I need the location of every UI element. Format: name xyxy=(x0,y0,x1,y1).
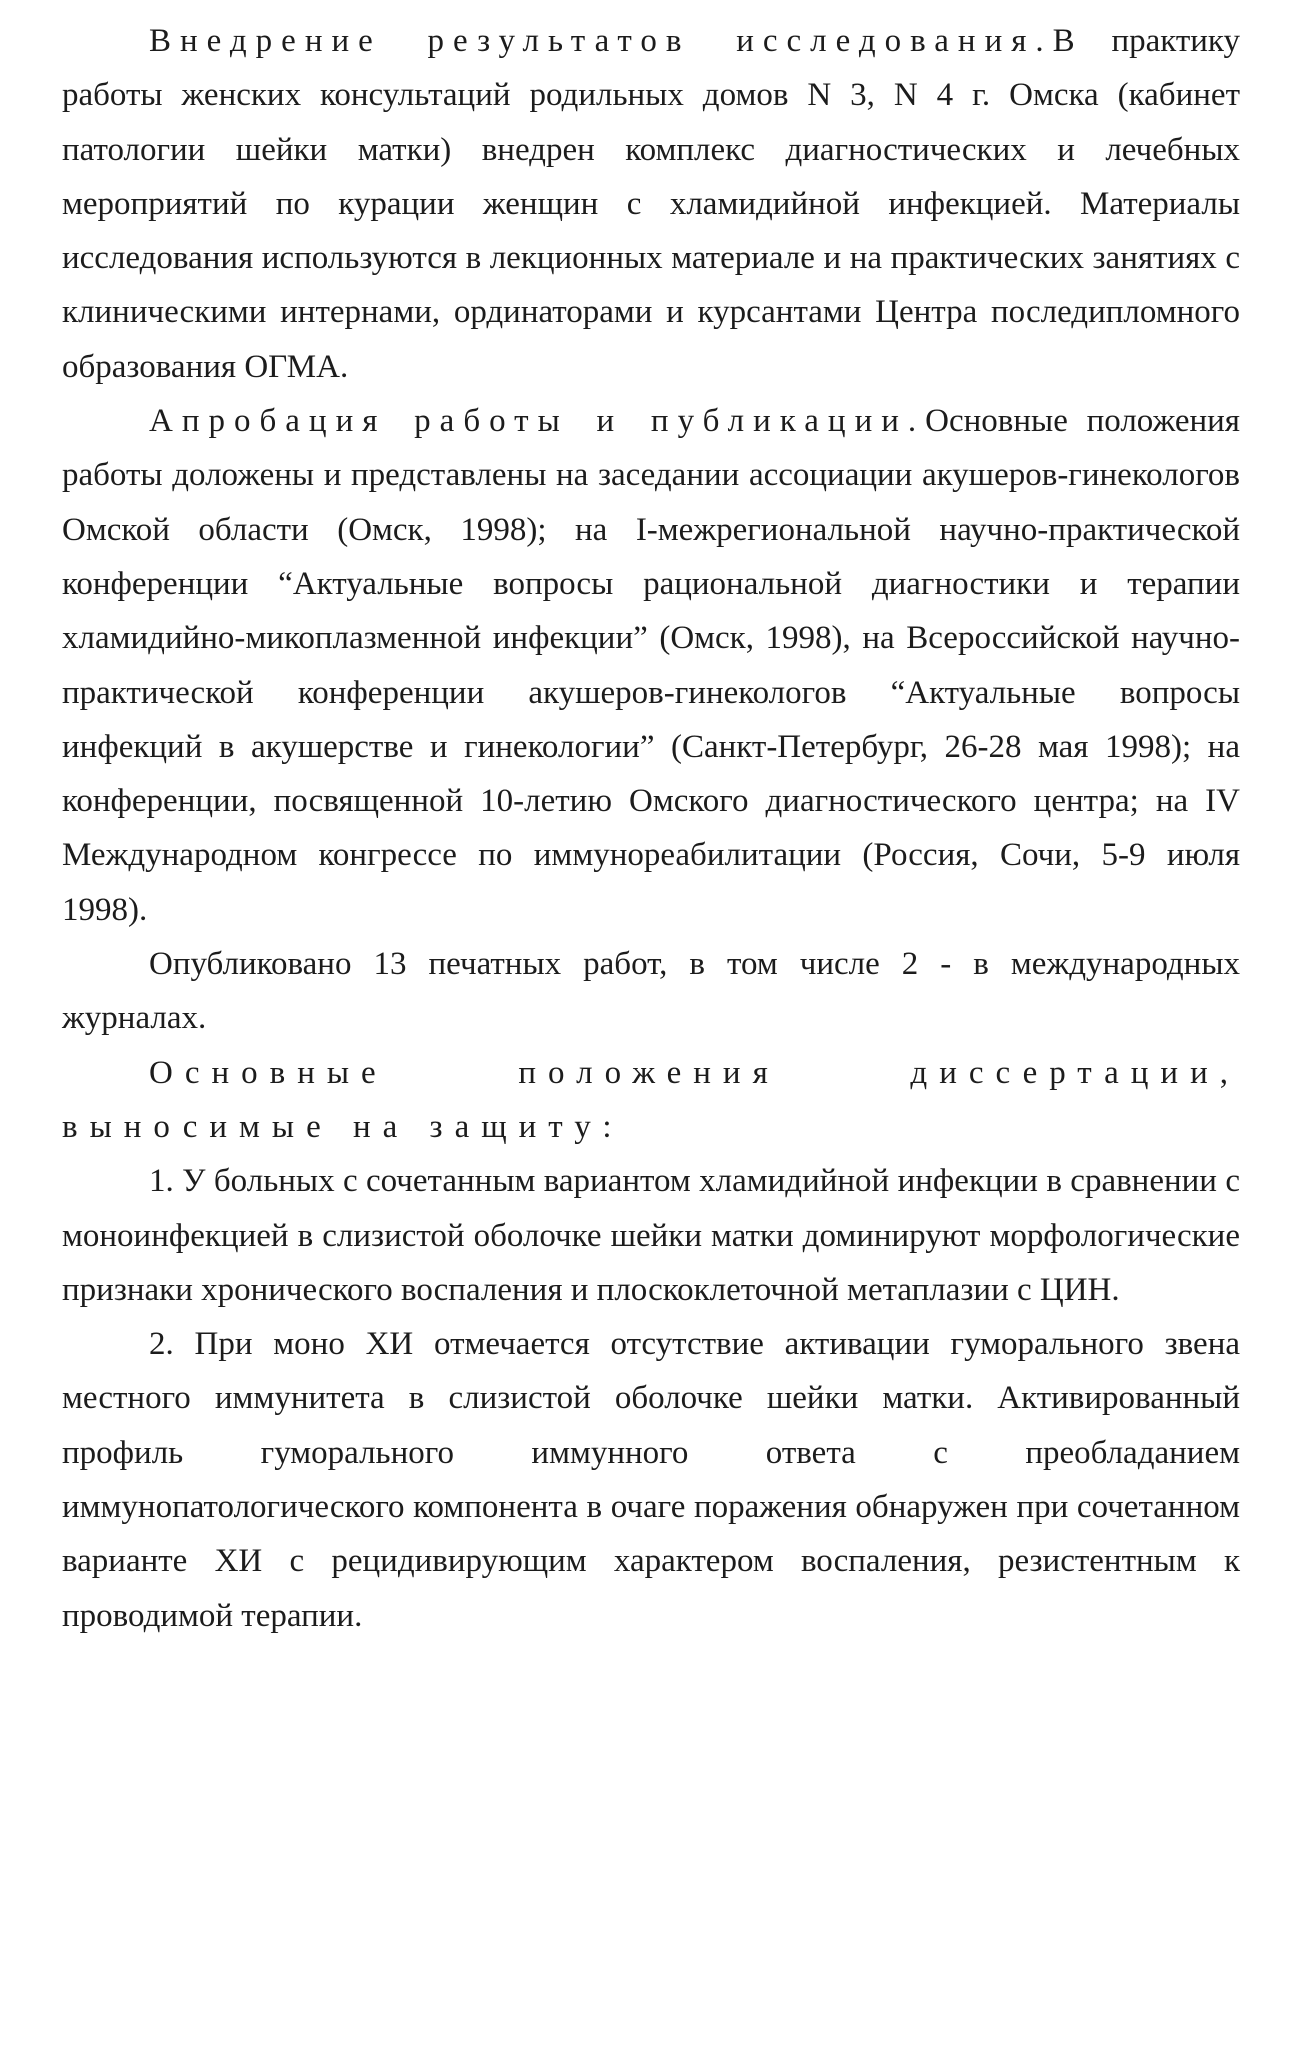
implementation-paragraph xyxy=(62,14,1240,394)
publications-text: Опубликовано 13 печатных работ, в том числе 2 - в международных журналах. xyxy=(62,946,1240,1037)
implementation-heading: Внедрение результатов исследования. xyxy=(149,23,1053,59)
approbation-paragraph xyxy=(62,394,1240,937)
thesis-item-1: 1. У больных с сочетанным вариантом хламидийной инфекции в сравнении с моноинфекцией в слизистой оболочке шейки матки доминируют морфологические признаки хронического воспаления и плоскоклеточной метаплазии с ЦИН. xyxy=(62,1163,1240,1308)
document-page xyxy=(62,14,1240,1643)
approbation-text: Основные положения работы доложены и представлены на заседании ассоциации акушеров-гинекологов Омской области (Омск, 1998); на I-межрегиональной научно-практической конференции “Актуальные вопросы рациональной диагностики и терапии хламидийно-микоплазменной инфекции” (Омск, 1998), на Всероссийской научно-практической конференции акушеров-гинекологов “Актуальные вопросы инфекций в акушерстве и гинекологии” (Санкт-Петербург, 26-28 мая 1998); на конференции, посвященной 10-летию Омского диагностического центра; на IV Международном конгрессе по иммунореабилитации (Россия, Сочи, 5-9 июля 1998). xyxy=(62,403,1240,928)
approbation-heading: Апробация работы и публикации. xyxy=(149,403,926,440)
publications-paragraph xyxy=(62,937,1240,1046)
implementation-text: В практику работы женских консультаций родильных домов N 3, N 4 г. Омска (кабинет патологии шейки матки) внедрен комплекс диагностических и лечебных мероприятий по курации женщин с хламидийной инфекцией. Материалы исследования используются в лекционных материале и на практических занятиях с клиническими интернами, ординаторами и курсантами Центра последипломного образования ОГМА. xyxy=(62,23,1240,385)
theses-heading: Основные положения диссертации, выносимые на защиту: xyxy=(62,1054,1240,1145)
thesis-item-2: 2. При моно ХИ отмечается отсутствие активации гуморального звена местного иммунитета в слизистой оболочке шейки матки. Активированный профиль гуморального иммунного ответа с преобладанием иммунопатологического компонента в очаге поражения обнаружен при сочетанном варианте ХИ с рецидивирующим характером воспаления, резистентным к проводимой терапии. xyxy=(62,1326,1240,1634)
